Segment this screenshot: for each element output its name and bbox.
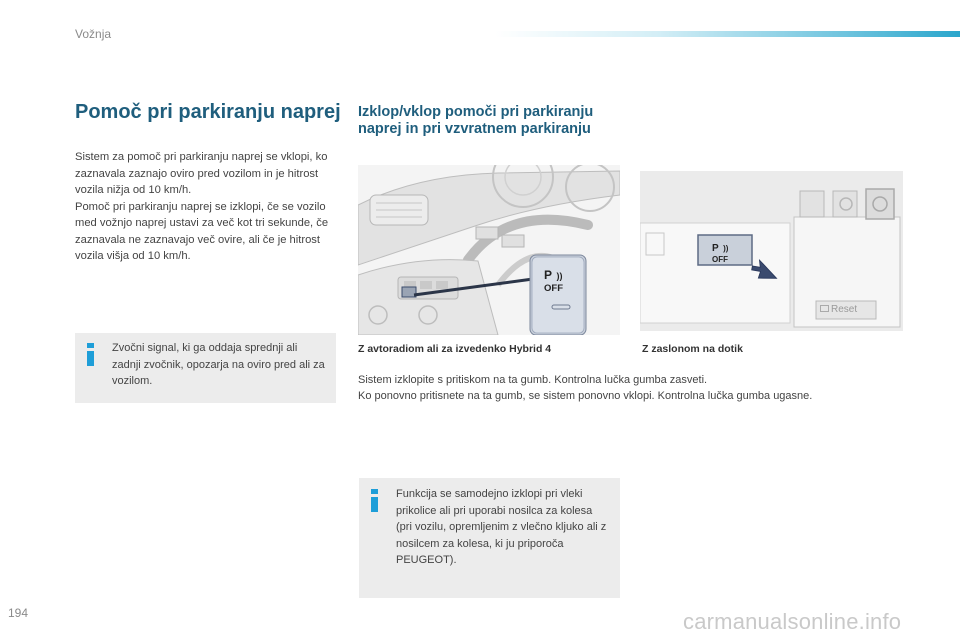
page-title: Pomoč pri parkiranju naprej (75, 101, 341, 123)
info-note-box (75, 333, 336, 403)
intro-text (75, 149, 340, 265)
intro-paragraph: Pomoč pri parkiranju naprej se izklopi, če se vozilo med vožnjo naprej ustavi za več kot tri sekunde, če zaznavala ne zaznavajo več ovire, ali če je hitrost vozila višja od 10 km/h. (75, 200, 329, 262)
dashboard-illustration (358, 165, 620, 335)
figure-caption: Z avtoradiom ali za izvedenko Hybrid 4 (358, 343, 552, 355)
reset-label: Reset (831, 304, 858, 315)
info-note-box (359, 478, 620, 598)
touch-parking-off-button: P )) OFF (712, 238, 752, 264)
section-label: Vožnja (75, 27, 112, 41)
page-number: 194 (8, 606, 29, 620)
figure-caption: Z zaslonom na dotik (642, 343, 743, 355)
touchscreen-illustration (640, 171, 903, 331)
description-line: Ko ponovno pritisnete na ta gumb, se sistem ponovno vklopi. Kontrolna lučka gumba ugasne. (358, 389, 813, 402)
reset-icon (820, 305, 829, 312)
button-symbol: P (712, 243, 719, 254)
dashboard-drawing (358, 165, 620, 335)
header-gradient-bar (495, 31, 960, 37)
info-note-text: Funkcija se samodejno izklopi pri vleki prikolice ali pri uporabi nosilca za kolesa (pri vozilu, opremljenim z vlečno kljuko ali z nosilcem za kolesa, ki ju priporoča PEUGEOT). (396, 488, 607, 566)
info-note-text: Zvočni signal, ki ga oddaja sprednji ali zadnji zvočnik, opozarja na oviro pred ali za vozilom. (112, 342, 325, 387)
reset-button (820, 304, 857, 315)
touchscreen-drawing (640, 171, 903, 331)
watermark: carmanualsonline.info (683, 609, 902, 634)
parking-sensor-off-icon: P )) OFF (544, 266, 584, 294)
description-text (358, 373, 812, 404)
button-off-label: OFF (712, 255, 728, 264)
description-line: Sistem izklopite s pritiskom na ta gumb. Kontrolna lučka gumba zasveti. (358, 374, 708, 386)
button-off-label: OFF (544, 283, 563, 294)
intro-paragraph: Sistem za pomoč pri parkiranju naprej se vklopi, ko zaznavala zaznajo oviro pred vozilom in je hitrost vozila nižja od 10 km/h. (75, 151, 328, 196)
section-title: Izklop/vklop pomoči pri parkiranju naprej in pri vzvratnem parkiranju (358, 104, 594, 137)
button-symbol: P (544, 268, 553, 282)
